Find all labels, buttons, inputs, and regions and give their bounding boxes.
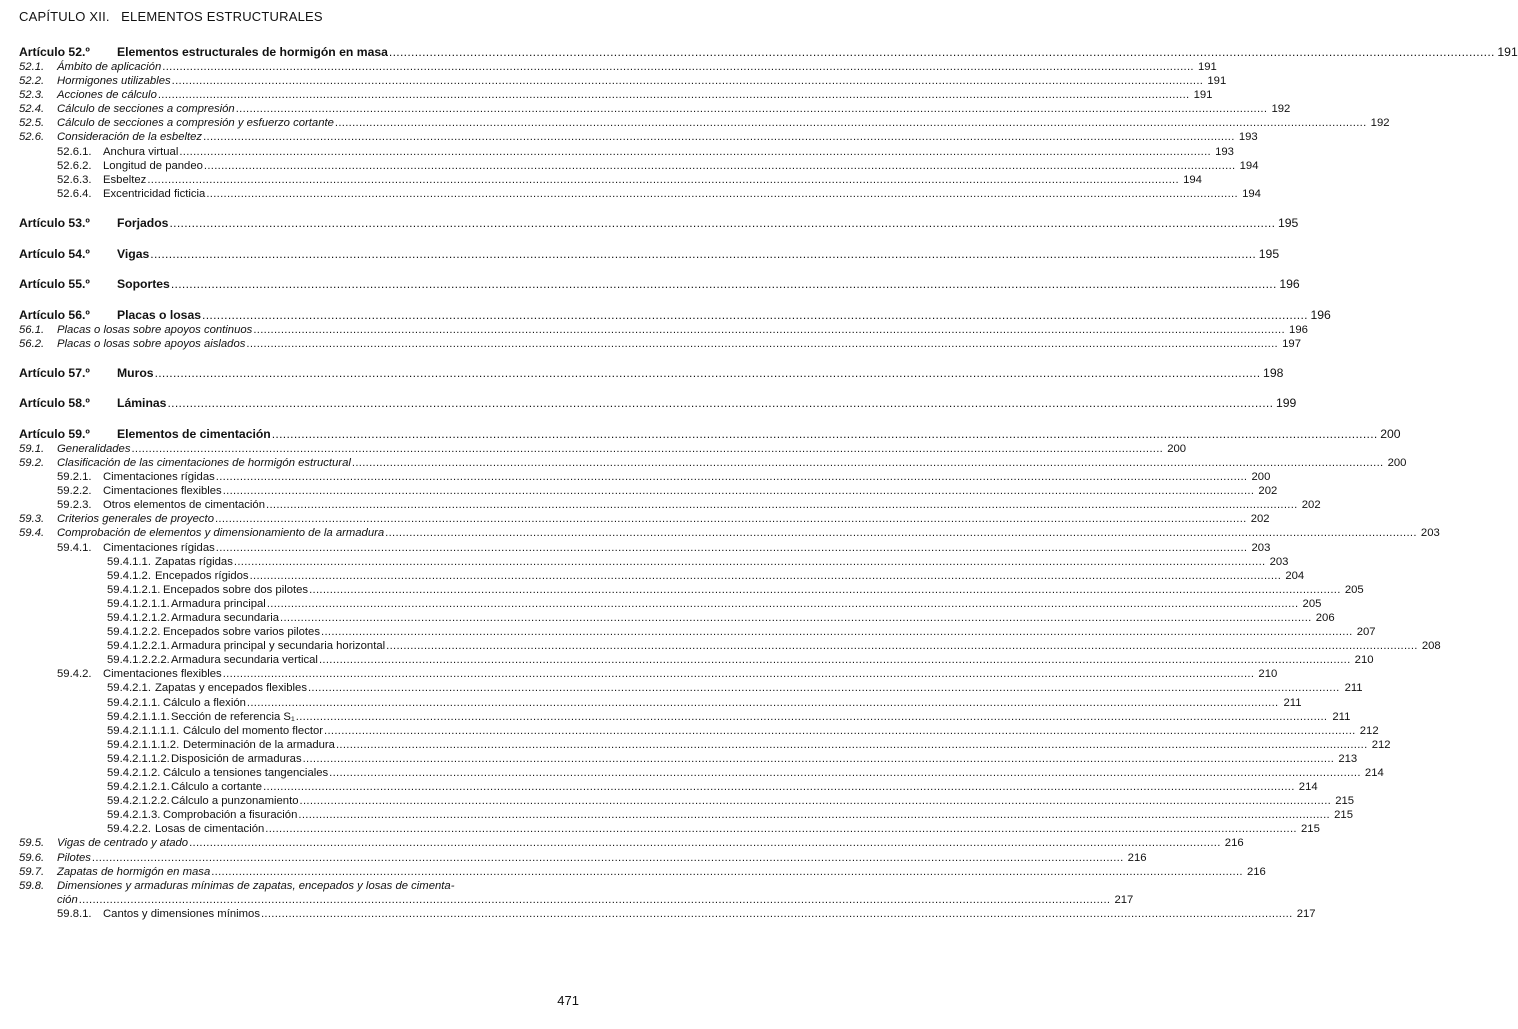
toc-entry-page: 202 [1258,485,1278,498]
toc-entry-page: 194 [1183,173,1202,186]
toc-entry-number: 59.4.2.1.1. [107,696,161,709]
toc-entry-page: 192 [1370,117,1390,130]
toc-entry-page: 213 [1338,752,1358,765]
leader-dots [385,526,1417,540]
leader-dots [329,766,1361,780]
leader-dots [265,822,1297,836]
toc-entry[interactable] [19,337,1301,351]
toc-entry-title: Cálculo de secciones a compresión [57,103,235,116]
toc-entry-page: 210 [1258,668,1278,681]
toc-entry-page: 212 [1371,738,1391,751]
toc-entry-page: 195 [1277,216,1299,231]
toc-entry-number: 59.4.1.2. [107,569,151,582]
toc-entry-number: 52.3. [19,89,45,102]
leader-dots [155,365,1261,381]
toc-entry-number: 59.6. [19,851,45,864]
toc-entry-page: 200 [1387,456,1407,469]
leader-dots [261,907,1293,921]
toc-entry-number: 52.6.3. [57,173,92,186]
toc-entry-title: Clasificación de las cimentaciones de hormigón estructural [57,456,351,469]
toc-entry-number: 59.2.3. [57,499,92,512]
toc-entry-title: Armadura principal y secundaria horizontal [171,640,386,653]
toc-entry-title: Otros elementos de cimentación [103,499,266,512]
toc-entry-number: 59.3. [19,513,45,526]
toc-entry[interactable] [19,681,1363,695]
leader-dots [147,173,1179,187]
leader-dots [324,724,1356,738]
toc-entry-number: 59.4.1.2.2.2. [107,654,170,667]
toc-entry[interactable] [19,822,1320,836]
toc-entry-page: 203 [1251,541,1271,554]
page-number: 471 [557,993,579,1008]
toc-entry-number: 59.4.1.1. [107,555,151,568]
leader-dots [158,88,1190,102]
toc-entry-page: 212 [1359,724,1379,737]
toc-entry-title: Vigas [117,246,150,261]
leader-dots [247,696,1279,710]
leader-dots [131,442,1163,456]
leader-dots [206,187,1238,201]
leader-dots [234,555,1266,569]
toc-entry-title: Excentricidad ficticia [103,187,206,200]
toc-entry[interactable] [19,583,1364,597]
toc-entry[interactable] [19,794,1355,808]
toc-entry-title: Losas de cimentación [155,823,265,836]
toc-entry[interactable] [19,426,1401,442]
toc-entry-title: Hormigones utilizables [57,75,171,88]
toc-entry-number: 52.6.2. [57,159,92,172]
toc-entry-page: 191 [1497,45,1518,59]
toc-entry[interactable] [19,780,1318,794]
toc-entry-number: 59.4. [19,527,45,540]
toc-entry-page: 211 [1332,710,1351,723]
toc-entry-title: Forjados [117,216,169,231]
leader-dots [389,44,1495,60]
toc-entry-number: 52.6. [19,131,45,144]
toc-entry-title: Armadura secundaria vertical [171,654,318,667]
toc-entry-title: Soportes [117,277,170,292]
leader-dots [172,74,1204,88]
leader-dots [352,456,1384,470]
leader-dots [266,498,1298,512]
toc-entry-page: 215 [1335,795,1355,808]
toc-entry-page: 196 [1279,277,1300,292]
leader-dots [263,780,1295,794]
leader-dots [298,808,1330,822]
toc-entry-number: 59.4.2.1.2.2. [107,795,170,808]
toc-entry-title: Cálculo a flexión [163,696,246,709]
chapter-header [19,9,323,24]
toc-entry-page: 191 [1193,89,1213,102]
toc-entry[interactable] [19,60,1217,74]
toc-entry[interactable] [19,395,1297,411]
toc-entry[interactable] [19,88,1213,102]
toc-entry-title: Ámbito de aplicación [57,61,162,73]
toc-entry[interactable] [19,696,1302,710]
toc-entry-number: 59.4.2.1.1.1.1. [107,724,180,737]
toc-entry-page: 197 [1282,337,1301,350]
toc-entry[interactable] [19,597,1322,611]
toc-entry[interactable] [19,159,1259,173]
toc-entry-title: Cálculo a tensiones tangenciales [163,767,329,780]
toc-entry-title: Armadura secundaria [171,611,280,624]
table-of-contents [19,44,1518,921]
toc-entry-number: 59.1. [19,442,45,455]
toc-entry-number: 52.5. [19,117,45,130]
leader-dots [223,484,1255,498]
toc-entry-page: 208 [1421,640,1441,653]
toc-entry-page: 202 [1250,513,1270,526]
toc-entry-page: 202 [1301,499,1321,512]
toc-entry-title: Placas o losas sobre apoyos continuos [57,323,253,336]
toc-entry-title: Sección de referencia S₁ [171,710,295,723]
leader-dots [150,246,1256,262]
leader-dots [167,395,1273,411]
toc-entry-number: 52.1. [19,61,45,73]
toc-entry-title: Comprobación a fisuración [163,809,298,822]
toc-entry-page: 210 [1354,654,1374,667]
toc-entry-title: Armadura principal [171,597,266,610]
toc-entry-page: 200 [1380,426,1401,441]
toc-entry-number: 59.4.1.2.2.1. [107,640,170,653]
toc-entry-number: 59.4.2.1.1.2. [107,752,170,765]
toc-entry-title: Determinación de la armadura [183,738,335,751]
toc-entry-title: Cimentaciones flexibles [103,485,222,498]
toc-entry-number: Artículo 56.º [19,307,90,322]
leader-dots [319,653,1351,667]
toc-entry-number: 56.1. [19,323,45,336]
leader-dots [216,470,1248,484]
toc-entry-title: Criterios generales de proyecto [57,513,214,526]
toc-entry[interactable] [19,569,1305,583]
toc-entry-page: 191 [1197,61,1217,73]
chapter-title: ELEMENTOS ESTRUCTURALES [121,9,323,24]
toc-entry[interactable] [19,808,1353,822]
leader-dots [250,569,1282,583]
toc-entry-number: 52.2. [19,75,45,88]
leader-dots [92,851,1124,865]
leader-dots [253,323,1285,337]
leader-dots [79,893,1111,907]
toc-entry-page: 196 [1289,323,1308,336]
toc-entry-page: 216 [1224,837,1244,850]
toc-entry-number: Artículo 59.º [19,426,90,441]
toc-entry[interactable] [19,611,1335,625]
leader-dots [321,625,1353,639]
toc-entry-number: 59.5. [19,837,45,850]
leader-dots [386,639,1418,653]
leader-dots [336,738,1368,752]
toc-entry-number: 59.4.2.1.1.1. [107,710,170,723]
toc-entry-page: 217 [1114,893,1134,906]
toc-entry-title-line1: Dimensiones y armaduras mínimas de zapatas, encepados y losas de cimenta- [57,879,455,892]
toc-entry-title: Placas o losas [117,307,202,322]
toc-entry-title: Esbeltez [103,173,147,186]
toc-entry-title: Acciones de cálculo [57,89,157,102]
toc-entry-title: Placas o losas sobre apoyos aislados [57,337,246,350]
toc-entry[interactable] [19,639,1441,653]
toc-entry[interactable] [19,851,1147,865]
toc-entry-number: 59.4.2. [57,668,92,681]
chapter-number: CAPÍTULO XII. [19,9,110,24]
toc-entry-title-line2: ción [57,893,78,906]
toc-entry-title: Generalidades [57,442,131,455]
toc-entry-number: 59.4.2.1.2.1. [107,781,170,794]
toc-entry-number: 59.4.2.1.1.1.2. [107,738,180,751]
leader-dots [223,667,1255,681]
toc-entry-number: 59.4.2.1.3. [107,809,161,822]
toc-entry-number: 59.7. [19,865,45,878]
toc-entry-number: 56.2. [19,337,45,350]
toc-entry-title: Comprobación de elementos y dimensionamiento de la armadura [57,527,385,540]
toc-entry-title: Cimentaciones flexibles [103,668,222,681]
toc-entry-number: 52.4. [19,103,45,116]
toc-entry[interactable] [19,836,1244,850]
toc-entry[interactable] [19,276,1300,292]
leader-dots [303,752,1335,766]
leader-dots [169,215,1275,231]
leader-dots [267,597,1299,611]
toc-entry-title: Cimentaciones rígidas [103,541,215,554]
toc-entry[interactable] [19,74,1227,88]
toc-entry[interactable] [19,724,1379,738]
toc-entry[interactable] [19,667,1278,681]
leader-dots [246,337,1278,351]
toc-entry-title: Vigas de centrado y atado [57,837,189,850]
toc-entry[interactable] [19,484,1278,498]
leader-dots [300,794,1332,808]
toc-entry-page: 193 [1238,131,1258,144]
toc-entry-title: Zapatas y encepados flexibles [155,682,307,695]
toc-entry-title: Encepados rígidos [155,569,249,582]
leader-dots [189,836,1221,850]
toc-entry-number: Artículo 57.º [19,366,90,381]
toc-entry-title: Muros [117,366,154,381]
leader-dots [203,130,1235,144]
toc-entry[interactable] [19,442,1187,456]
toc-entry-page: 211 [1283,696,1302,709]
toc-entry-page: 194 [1239,159,1259,172]
toc-entry-page: 206 [1315,611,1335,624]
toc-entry-page: 200 [1251,471,1271,484]
toc-entry-number: Artículo 53.º [19,216,90,231]
toc-entry-page: 198 [1263,366,1284,381]
toc-entry[interactable] [19,653,1374,667]
toc-entry[interactable] [19,246,1280,262]
toc-entry[interactable] [19,323,1308,337]
toc-entry-number: 59.2.1. [57,471,92,484]
toc-entry-title: Consideración de la esbeltez [57,131,203,144]
toc-entry[interactable] [19,512,1270,526]
toc-entry-number: 59.4.1.2.2. [107,626,161,639]
toc-entry-number: 59.4.2.1.2. [107,767,161,780]
toc-entry[interactable] [19,116,1390,130]
leader-dots [236,102,1268,116]
toc-entry[interactable] [19,752,1358,766]
toc-entry-page: 216 [1246,865,1266,878]
toc-entry[interactable] [19,526,1440,540]
toc-entry-page: 214 [1298,781,1318,794]
leader-dots [171,276,1277,292]
toc-entry[interactable] [19,470,1271,484]
toc-entry-title: Encepados sobre dos pilotes [163,583,309,596]
leader-dots [211,865,1243,879]
toc-entry[interactable] [19,766,1384,780]
toc-entry[interactable] [19,625,1376,639]
toc-entry-page: 215 [1334,809,1353,822]
toc-entry-title: Láminas [117,396,167,411]
toc-entry-page: 199 [1275,396,1297,411]
leader-dots [179,145,1211,159]
leader-dots [216,541,1248,555]
toc-entry-number: 59.4.1.2.1.1. [107,597,170,610]
toc-entry-title: Elementos estructurales de hormigón en masa [117,45,388,59]
leader-dots [204,159,1236,173]
toc-entry-page: 191 [1207,75,1227,88]
toc-entry-title: Elementos de cimentación [117,426,271,441]
toc-entry[interactable] [19,710,1351,724]
toc-entry-title: Anchura virtual [103,145,179,158]
leader-dots [280,611,1312,625]
leader-dots [335,116,1367,130]
toc-entry-title: Encepados sobre varios pilotes [163,626,320,639]
toc-entry-page: 211 [1344,682,1363,695]
toc-entry-title: Cálculo de secciones a compresión y esfuerzo cortante [57,117,334,130]
toc-entry-page: 215 [1301,823,1320,836]
toc-entry-page: 193 [1215,145,1234,158]
toc-entry[interactable] [19,365,1284,381]
toc-entry-page: 205 [1302,597,1322,610]
toc-entry[interactable] [19,555,1289,569]
toc-entry-title: Pilotes [57,851,91,864]
toc-entry[interactable] [19,173,1202,187]
toc-entry-title: Longitud de pandeo [103,159,203,172]
toc-entry-page: 204 [1285,569,1305,582]
toc-entry[interactable] [19,187,1261,201]
toc-entry[interactable] [19,102,1291,116]
toc-entry[interactable] [19,44,1518,60]
toc-entry-number: 59.4.1. [57,541,92,554]
toc-entry-page: 203 [1420,527,1440,540]
toc-entry-title: Zapatas de hormigón en masa [57,865,211,878]
toc-entry[interactable] [19,907,1316,921]
toc-entry-number: 59.2. [19,456,45,469]
toc-entry-number: Artículo 55.º [19,277,90,292]
toc-entry-number: Artículo 54.º [19,246,90,261]
toc-entry-number: 59.8.1. [57,907,92,920]
toc-entry[interactable] [19,307,1331,323]
toc-entry-page: 207 [1356,626,1376,639]
toc-entry-number: 59.8. [19,879,45,892]
toc-entry[interactable] [19,130,1258,144]
leader-dots [309,583,1341,597]
toc-entry-title: Cálculo a punzonamiento [171,795,299,808]
toc-entry-number: 59.2.2. [57,485,92,498]
toc-entry[interactable] [19,456,1407,470]
toc-entry[interactable] [19,498,1321,512]
toc-entry[interactable] [19,145,1234,159]
toc-entry[interactable] [19,865,1266,879]
toc-entry-title: Disposición de armaduras [171,752,302,765]
toc-entry[interactable] [19,738,1391,752]
toc-entry-page: 195 [1258,246,1280,261]
toc-entry-number: Artículo 52.º [19,45,90,59]
toc-entry-title: Cantos y dimensiones mínimos [103,907,260,920]
toc-entry-page: 216 [1127,851,1147,864]
toc-entry-title: Cálculo del momento flector [183,724,324,737]
toc-entry-page: 205 [1344,583,1364,596]
toc-entry-number: Artículo 58.º [19,396,90,411]
toc-entry-page: 200 [1167,442,1187,455]
toc-entry-page: 203 [1269,555,1289,568]
toc-entry-page: 214 [1364,767,1384,780]
leader-dots [296,710,1328,724]
toc-entry-number: 59.4.2.1. [107,682,151,695]
leader-dots [272,426,1378,442]
leader-dots [215,512,1247,526]
toc-entry-page: 217 [1296,907,1316,920]
toc-entry[interactable] [19,215,1299,231]
toc-entry-number: 59.4.1.2.1.2. [107,611,170,624]
toc-entry-page: 192 [1271,103,1291,116]
toc-entry-title: Cálculo a cortante [171,781,263,794]
leader-dots [162,60,1194,74]
toc-entry-number: 59.4.1.2.1. [107,583,161,596]
leader-dots [308,681,1340,695]
toc-entry-number: 52.6.1. [57,145,92,158]
toc-entry-number: 59.4.2.2. [107,823,151,836]
toc-entry-number: 52.6.4. [57,187,92,200]
toc-entry-title: Zapatas rígidas [155,555,233,568]
toc-entry-page: 194 [1242,187,1261,200]
toc-entry[interactable] [19,879,1134,907]
toc-entry[interactable] [19,541,1271,555]
toc-entry-title: Cimentaciones rígidas [103,471,215,484]
leader-dots [202,307,1308,323]
toc-entry-page: 196 [1310,307,1331,322]
